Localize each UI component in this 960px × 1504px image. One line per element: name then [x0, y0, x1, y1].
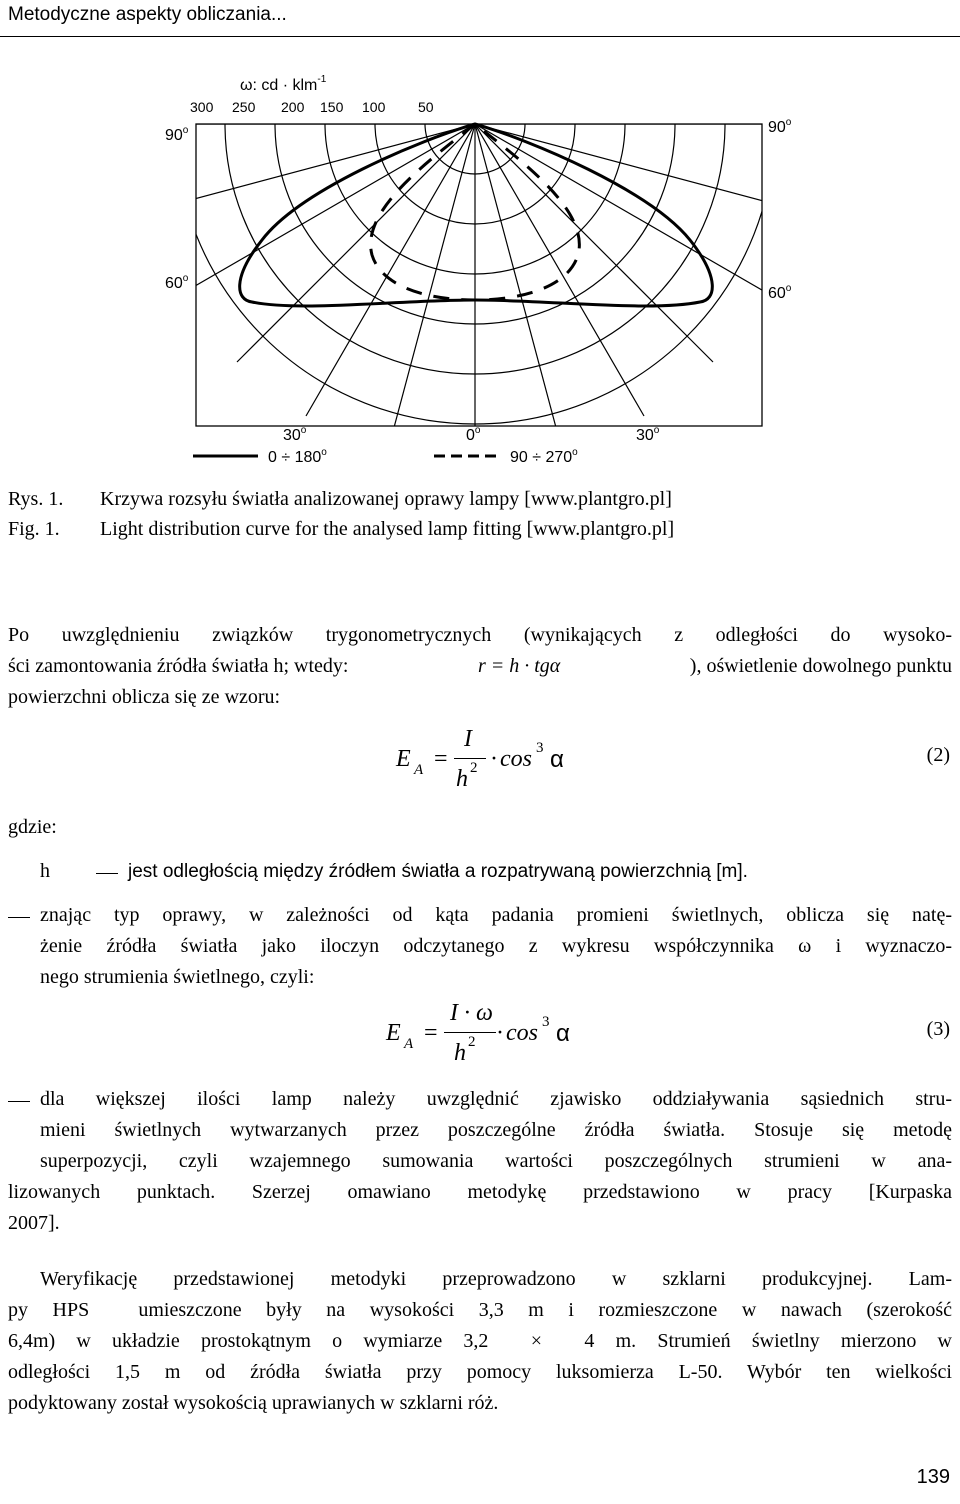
- bullet-2-text: [40, 1084, 952, 1177]
- bullet-2-continuation: [8, 1177, 952, 1239]
- intro-line-1: Po uwzględnieniu związków trygonometrycznych (wynikających z odległości do wysoko-: [8, 624, 952, 646]
- intro-inline-formula: r = h · tgα: [477, 655, 561, 677]
- intro-line-2a: ści zamontowania źródła światła h; wtedy:: [8, 655, 349, 677]
- page-number: 139: [916, 1466, 950, 1488]
- intro-paragraph: [8, 620, 952, 713]
- eq3-denominator-exponent: 2: [468, 1034, 476, 1050]
- intro-line-2b: ), oświetlenie dowolnego punktu: [689, 655, 952, 677]
- polar-light-distribution-figure: [0, 0, 960, 470]
- eq3-cos: cos: [506, 1020, 538, 1046]
- caption-pl-text: Krzywa rozsyłu światła analizowanej oprawy lampy [www.plantgro.pl]: [100, 488, 672, 510]
- eq2-fraction-bar: [454, 758, 486, 759]
- angle-label-left-30: 30$^o$: [283, 425, 307, 444]
- h-symbol: h: [40, 860, 50, 882]
- scale-label-50: 50: [418, 99, 434, 115]
- h-definition: jest odległością między źródłem światła a rozpatrywaną powierzchnią [m].: [128, 861, 748, 882]
- bullet-1-dash: [8, 917, 30, 918]
- angle-label-right-90: 90$^o$: [768, 117, 792, 136]
- para2-line-3: 6,4m) w układzie prostokątnym o wymiarze 3,2 × 4 m. Strumień świetlny mierzono w: [8, 1330, 952, 1352]
- caption-pl-label: Rys. 1.: [8, 488, 64, 510]
- bullet-2-line-3: superpozycji, czyli wzajemnego sumowania wartości poszczególnych strumieni w ana-: [40, 1150, 952, 1172]
- bullet-2-line-2: mieni świetlnych wytwarzanych przez poszczególne źródła światła. Stosuje się metodę: [40, 1119, 952, 1141]
- angle-label-left-90: 90$^o$: [165, 125, 189, 144]
- eq2-lhs: E: [396, 746, 411, 772]
- bullet-2-line-4: lizowanych punktach. Szerzej omawiano metodykę przedstawiono w pracy [Kurpaska: [8, 1181, 952, 1203]
- legend-solid-label: $0 \div 180^o$: [268, 447, 327, 466]
- eq2-equals: =: [434, 746, 448, 772]
- angle-label-right-60: 60$^o$: [768, 283, 792, 302]
- intro-line-2: [8, 651, 952, 682]
- figure-labels: [165, 74, 792, 466]
- eq3-equals: =: [424, 1020, 438, 1046]
- bullet-1-text: [40, 900, 952, 993]
- gdzie-label: gdzie:: [8, 816, 57, 838]
- eq2-alpha: α: [550, 746, 564, 773]
- bullet-2-line-1: dla większej ilości lamp należy uwzględnić zjawisko oddziaływania sąsiednich stru-: [40, 1088, 952, 1110]
- eq2-numerator: I: [464, 726, 472, 752]
- eq3-dot: ·: [496, 1020, 504, 1046]
- eq3-numerator: I · ω: [450, 1000, 493, 1026]
- eq3-denominator: h: [454, 1040, 466, 1066]
- eq3-cos-exponent: 3: [542, 1014, 550, 1030]
- caption-en-label: Fig. 1.: [8, 518, 60, 540]
- eq2-denominator-exponent: 2: [470, 760, 478, 776]
- curve-0-180: [240, 124, 713, 306]
- bullet-2-line-5: 2007].: [8, 1212, 60, 1234]
- eq3-fraction-bar: [444, 1032, 496, 1033]
- verification-paragraph: [8, 1264, 952, 1419]
- angle-label-left-60: 60$^o$: [165, 273, 189, 292]
- caption-en-text: Light distribution curve for the analysed lamp fitting [www.plantgro.pl]: [100, 518, 675, 540]
- legend-dashed-label: $90 \div 270^o$: [510, 447, 578, 466]
- polar-grid: [149, 0, 801, 460]
- eq2-subscript: A: [414, 762, 424, 778]
- bullet-1-line-2: żenie źródła światła jako iloczyn odczytanego z wykresu współczynnika ω i wyznaczo-: [40, 935, 952, 957]
- grid-rays: [149, 124, 801, 460]
- para2-line-2: py HPS umieszczone były na wysokości 3,3 m i rozmieszczone w nawach (szerokość: [8, 1299, 952, 1321]
- unit-label: ω: cd · klm$^{-1}$: [240, 74, 327, 94]
- plot-frame: [196, 124, 762, 426]
- para2-line-1: Weryfikację przedstawionej metodyki przeprowadzono w szklarni produkcyjnej. Lam-: [40, 1268, 952, 1290]
- eq2-denominator: h: [456, 766, 468, 792]
- eq3-lhs: E: [386, 1020, 401, 1046]
- para2-line-4: odległości 1,5 m od źródła światła przy pomocy luksomierza L-50. Wybór ten wielkości: [8, 1361, 952, 1383]
- eq3-alpha: α: [556, 1020, 570, 1047]
- angle-label-center-0: 0$^o$: [466, 425, 481, 444]
- scale-label-300: 300: [190, 99, 214, 115]
- eq3-subscript: A: [404, 1036, 414, 1052]
- intro-line-3: powierzchni oblicza się ze wzoru:: [8, 686, 281, 708]
- scale-label-150: 150: [320, 99, 344, 115]
- equation-3: [386, 1000, 596, 1072]
- bullet-2-dash: [8, 1101, 30, 1102]
- scale-label-100: 100: [362, 99, 386, 115]
- scale-label-200: 200: [281, 99, 305, 115]
- h-definition-dash: [96, 873, 118, 874]
- eq2-cos: cos: [500, 746, 532, 772]
- bullet-1-line-3: nego strumienia świetlnego, czyli:: [40, 966, 315, 988]
- angle-label-right-30: 30$^o$: [636, 425, 660, 444]
- running-header: Metodyczne aspekty obliczania...: [8, 4, 287, 25]
- equation-2-number: (2): [926, 744, 950, 766]
- eq2-cos-exponent: 3: [536, 740, 544, 756]
- bullet-1-line-1: znając typ oprawy, w zależności od kąta padania promieni świetlnych, oblicza się natę-: [40, 904, 952, 926]
- equation-3-number: (3): [926, 1018, 950, 1040]
- equation-2: [396, 726, 596, 798]
- para2-line-5: podyktowany został wysokością uprawianych w szklarni róż.: [8, 1392, 499, 1414]
- eq2-dot: ·: [490, 746, 498, 772]
- scale-label-250: 250: [232, 99, 256, 115]
